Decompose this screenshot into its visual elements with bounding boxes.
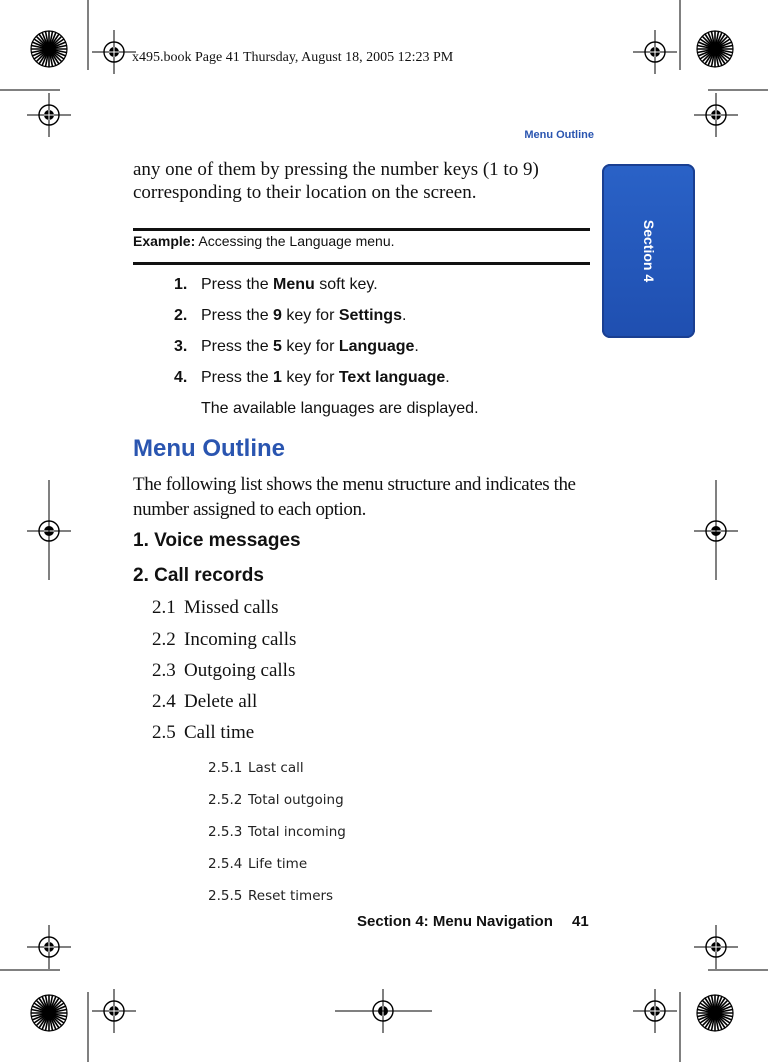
step-text: Press the [201, 369, 274, 386]
subsubmenu-code: 2.5.5 [208, 888, 243, 904]
subsubmenu-item [208, 856, 307, 872]
example-label: Example: [133, 233, 196, 249]
submenu-item [152, 660, 295, 682]
step-bold: Settings [338, 307, 402, 324]
submenu-code: 2.4 [152, 691, 176, 712]
submenu-code: 2.1 [152, 597, 176, 618]
section-tab [602, 164, 695, 338]
example-text: Accessing the Language menu. [198, 233, 395, 249]
bottom-rule [133, 262, 590, 265]
page-number: 41 [572, 913, 589, 930]
footer-text: Section 4: Menu Navigation [357, 913, 553, 930]
printer-slug: x495.book Page 41 Thursday, August 18, 2005 12:23 PM [132, 50, 454, 65]
step-text: Press the [201, 307, 274, 324]
subsubmenu-code: 2.5.1 [208, 760, 243, 776]
subsubmenu-code: 2.5.4 [208, 856, 243, 872]
step-text: soft key. [314, 276, 378, 293]
step-bold: Text language [338, 369, 446, 386]
subsubmenu-item [208, 760, 304, 776]
subsubmenu-item [208, 888, 333, 904]
submenu-item [152, 722, 254, 744]
step-text: . [445, 369, 450, 386]
outline-description: The following list shows the menu structure and indicates the number assigned to each option. [133, 474, 576, 520]
subsubmenu-label: Reset timers [248, 888, 334, 904]
intro-paragraph: any one of them by pressing the number keys (1 to 9) corresponding to their location on the screen. [133, 159, 539, 203]
submenu-item [152, 597, 278, 619]
submenu-label: Missed calls [184, 597, 279, 618]
step-note-text: The available languages are displayed. [201, 400, 479, 417]
submenu-code: 2.5 [152, 722, 176, 743]
submenu-label: Outgoing calls [184, 660, 296, 681]
subsubmenu-item [208, 824, 346, 840]
subsubmenu-item [208, 792, 344, 808]
step-text: key for [281, 338, 339, 355]
step-number: 4. [174, 369, 188, 386]
step-key: 5 [273, 338, 282, 355]
step-text: Press the [201, 276, 274, 293]
subsubmenu-label: Last call [248, 760, 304, 776]
submenu-label: Call time [184, 722, 255, 743]
subsubmenu-label: Life time [248, 856, 308, 872]
submenu-code: 2.3 [152, 660, 176, 681]
subsubmenu-label: Total outgoing [248, 792, 344, 808]
step-bold: Language [338, 338, 415, 355]
submenu-item [152, 691, 257, 713]
step-text: . [414, 338, 419, 355]
step-number: 1. [174, 276, 188, 293]
step-text: . [401, 307, 407, 324]
subsubmenu-code: 2.5.3 [208, 824, 243, 840]
step-key: 1 [273, 369, 282, 386]
submenu-item [152, 629, 296, 651]
step-key: 9 [273, 307, 282, 324]
step-text: Press the [201, 338, 274, 355]
step-text: key for [281, 307, 339, 324]
submenu-label: Incoming calls [184, 629, 297, 650]
section-title: Menu Outline [133, 435, 285, 462]
menu-item-call-records: 2. Call records [133, 565, 264, 586]
subsubmenu-label: Total incoming [248, 824, 346, 840]
section-tab-label: Section 4 [640, 219, 657, 283]
menu-item-voice-messages: 1. Voice messages [133, 530, 301, 551]
step-number: 2. [174, 307, 188, 324]
example-line [133, 233, 395, 249]
step-text: key for [281, 369, 339, 386]
submenu-code: 2.2 [152, 629, 176, 650]
step-number: 3. [174, 338, 188, 355]
submenu-label: Delete all [184, 691, 258, 712]
top-rule [133, 228, 590, 231]
step-bold: Menu [273, 276, 315, 293]
subsubmenu-code: 2.5.2 [208, 792, 243, 808]
running-header: Menu Outline [524, 129, 594, 141]
